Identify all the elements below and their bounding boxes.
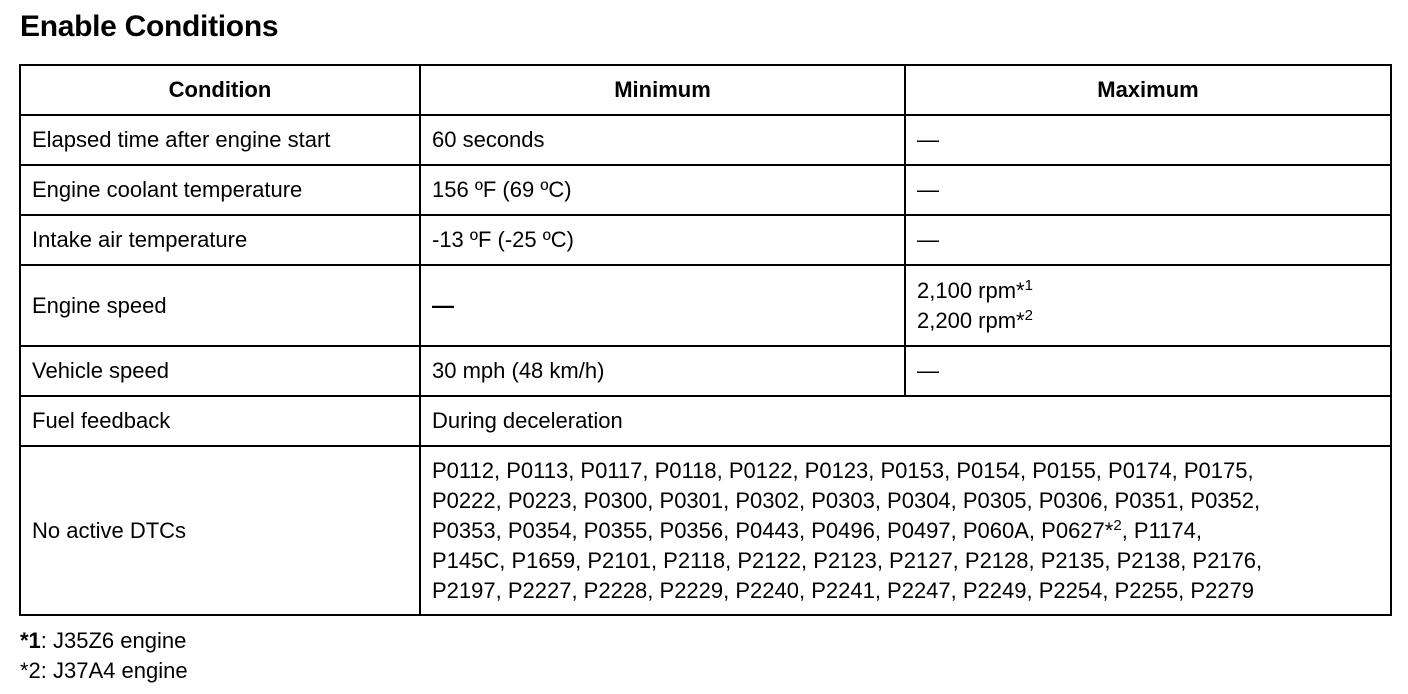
minimum-cell: -13 ºF (-25 ºC) — [420, 215, 905, 265]
maximum-cell: — — [905, 115, 1391, 165]
table-row — [20, 165, 1391, 215]
table-row — [20, 265, 1391, 346]
minimum-cell: 30 mph (48 km/h) — [420, 346, 905, 396]
table-row — [20, 396, 1391, 446]
footnote-text: : J35Z6 engine — [40, 628, 187, 653]
condition-cell: Elapsed time after engine start — [20, 115, 420, 165]
condition-cell: Vehicle speed — [20, 346, 420, 396]
table-row — [20, 215, 1391, 265]
value-cell: During deceleration — [420, 396, 1391, 446]
condition-cell: Fuel feedback — [20, 396, 420, 446]
minimum-cell: 156 ºF (69 ºC) — [420, 165, 905, 215]
minimum-cell: 60 seconds — [420, 115, 905, 165]
footnote-mark: *2 — [20, 658, 41, 683]
header-condition: Condition — [20, 65, 420, 115]
rpm-limit-line: 2,100 rpm*$^1$ — [917, 276, 1033, 303]
footnote-2 — [20, 658, 188, 684]
maximum-cell: — — [905, 346, 1391, 396]
header-minimum: Minimum — [420, 65, 905, 115]
footnote-mark: *1 — [20, 628, 41, 653]
footnote-ref: 2 — [1113, 516, 1122, 534]
footnote-1 — [20, 628, 186, 654]
condition-cell: Engine speed — [20, 265, 420, 346]
footnote-ref: 1 — [1024, 276, 1033, 294]
header-maximum: Maximum — [905, 65, 1391, 115]
dtc-line: P145C, P1659, P2101, P2118, P2122, P2123, P2127, P2128, P2135, P2138, P2176, — [432, 547, 1263, 573]
dtc-list-cell — [420, 446, 1391, 615]
footnote-ref: 2 — [1024, 306, 1033, 324]
dtc-line: P0112, P0113, P0117, P0118, P0122, P0123, P0153, P0154, P0155, P0174, P0175, — [432, 457, 1254, 483]
rpm-limit-line: 2,200 rpm*$^2$ — [917, 306, 1033, 333]
enable-conditions-table — [19, 64, 1392, 616]
condition-cell: Intake air temperature — [20, 215, 420, 265]
maximum-cell: — — [905, 165, 1391, 215]
dtc-line: P0222, P0223, P0300, P0301, P0302, P0303, P0304, P0305, P0306, P0351, P0352, — [432, 487, 1261, 513]
maximum-cell: — — [905, 215, 1391, 265]
maximum-cell — [905, 265, 1391, 346]
condition-cell: Engine coolant temperature — [20, 165, 420, 215]
footnote-text: : J37A4 engine — [40, 658, 188, 683]
condition-cell: No active DTCs — [20, 446, 420, 615]
minimum-cell: — — [420, 265, 905, 346]
table-row — [20, 446, 1391, 615]
page-title: Enable Conditions — [20, 10, 279, 43]
dtc-line: P2197, P2227, P2228, P2229, P2240, P2241, P2247, P2249, P2254, P2255, P2279 — [432, 577, 1255, 603]
dtc-line: P0353, P0354, P0355, P0356, P0443, P0496, P0497, P060A, P0627*$^2$, P1174, — [432, 516, 1203, 543]
table-row — [20, 115, 1391, 165]
table-header-row — [20, 65, 1391, 115]
table-row — [20, 346, 1391, 396]
